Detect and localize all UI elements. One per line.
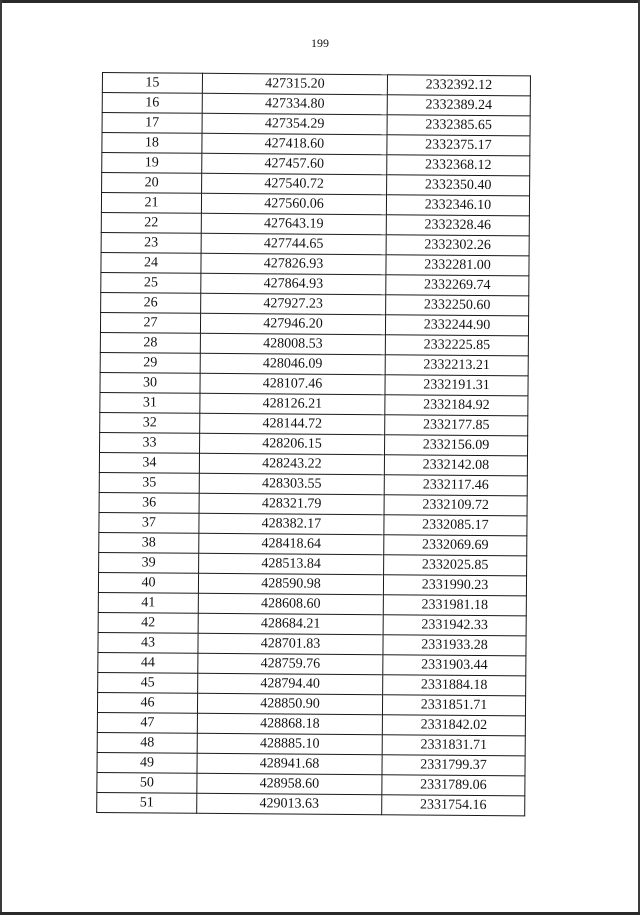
y-coordinate-cell: 2332085.17 xyxy=(384,515,527,536)
point-number-cell: 18 xyxy=(102,133,202,154)
y-coordinate-cell: 2332156.09 xyxy=(385,435,528,456)
x-coordinate-cell: 427744.65 xyxy=(201,233,386,254)
x-coordinate-cell: 428243.22 xyxy=(199,453,384,474)
x-coordinate-cell: 427540.72 xyxy=(202,173,387,194)
point-number-cell: 36 xyxy=(99,492,199,513)
point-number-cell: 37 xyxy=(99,512,199,533)
coordinate-table xyxy=(96,72,531,816)
x-coordinate-cell: 428382.17 xyxy=(199,513,384,534)
y-coordinate-cell: 2332250.60 xyxy=(386,295,529,316)
y-coordinate-cell: 2332225.85 xyxy=(385,335,528,356)
y-coordinate-cell: 2332117.46 xyxy=(384,475,527,496)
point-number-cell: 50 xyxy=(97,772,197,793)
point-number-cell: 43 xyxy=(98,632,198,653)
y-coordinate-cell: 2332385.65 xyxy=(387,115,530,136)
y-coordinate-cell: 2332269.74 xyxy=(386,275,529,296)
y-coordinate-cell: 2332302.26 xyxy=(386,235,529,256)
y-coordinate-cell: 2331799.37 xyxy=(382,755,525,776)
y-coordinate-cell: 2332142.08 xyxy=(384,455,527,476)
y-coordinate-cell: 2331842.02 xyxy=(382,715,525,736)
point-number-cell: 17 xyxy=(102,113,202,134)
point-number-cell: 21 xyxy=(101,193,201,214)
x-coordinate-cell: 428206.15 xyxy=(200,433,385,454)
x-coordinate-cell: 428701.83 xyxy=(198,633,383,654)
x-coordinate-cell: 428418.64 xyxy=(199,533,384,554)
x-coordinate-cell: 428850.90 xyxy=(197,693,382,714)
point-number-cell: 20 xyxy=(102,173,202,194)
point-number-cell: 22 xyxy=(101,212,201,233)
point-number-cell: 45 xyxy=(98,672,198,693)
point-number-cell: 49 xyxy=(97,752,197,773)
y-coordinate-cell: 2332191.31 xyxy=(385,375,528,396)
x-coordinate-cell: 427457.60 xyxy=(202,153,387,174)
x-coordinate-cell: 428126.21 xyxy=(200,393,385,414)
y-coordinate-cell: 2332213.21 xyxy=(385,355,528,376)
point-number-cell: 33 xyxy=(100,432,200,453)
point-number-cell: 27 xyxy=(100,312,200,333)
x-coordinate-cell: 427334.80 xyxy=(202,93,387,114)
point-number-cell: 51 xyxy=(97,792,197,813)
y-coordinate-cell: 2331831.71 xyxy=(382,735,525,756)
x-coordinate-cell: 427864.93 xyxy=(201,273,386,294)
y-coordinate-cell: 2332328.46 xyxy=(386,215,529,236)
x-coordinate-cell: 428144.72 xyxy=(200,413,385,434)
x-coordinate-cell: 427927.23 xyxy=(201,293,386,314)
x-coordinate-cell: 428513.84 xyxy=(199,553,384,574)
y-coordinate-cell: 2331754.16 xyxy=(382,795,525,816)
x-coordinate-cell: 428958.60 xyxy=(197,773,382,794)
point-number-cell: 46 xyxy=(97,692,197,713)
coordinate-table-body xyxy=(97,73,531,816)
x-coordinate-cell: 427643.19 xyxy=(201,213,386,234)
point-number-cell: 29 xyxy=(100,352,200,373)
point-number-cell: 48 xyxy=(97,732,197,753)
x-coordinate-cell: 428303.55 xyxy=(199,473,384,494)
point-number-cell: 44 xyxy=(98,652,198,673)
y-coordinate-cell: 2332281.00 xyxy=(386,255,529,276)
point-number-cell: 19 xyxy=(102,153,202,174)
y-coordinate-cell: 2332025.85 xyxy=(384,555,527,576)
y-coordinate-cell: 2332184.92 xyxy=(385,395,528,416)
y-coordinate-cell: 2332177.85 xyxy=(385,415,528,436)
x-coordinate-cell: 428321.79 xyxy=(199,493,384,514)
y-coordinate-cell: 2332392.12 xyxy=(387,75,530,96)
y-coordinate-cell: 2332346.10 xyxy=(386,195,529,216)
x-coordinate-cell: 428008.53 xyxy=(200,333,385,354)
x-coordinate-cell: 428608.60 xyxy=(198,593,383,614)
point-number-cell: 24 xyxy=(101,252,201,273)
point-number-cell: 38 xyxy=(99,532,199,553)
point-number-cell: 39 xyxy=(99,552,199,573)
x-coordinate-cell: 428759.76 xyxy=(198,653,383,674)
y-coordinate-cell: 2331981.18 xyxy=(383,595,526,616)
y-coordinate-cell: 2331942.33 xyxy=(383,615,526,636)
y-coordinate-cell: 2332350.40 xyxy=(387,175,530,196)
x-coordinate-cell: 428868.18 xyxy=(197,713,382,734)
page-number: 199 xyxy=(311,36,329,50)
table-row xyxy=(97,792,525,815)
point-number-cell: 35 xyxy=(99,472,199,493)
point-number-cell: 30 xyxy=(100,372,200,393)
x-coordinate-cell: 428107.46 xyxy=(200,373,385,394)
point-number-cell: 47 xyxy=(97,712,197,733)
y-coordinate-cell: 2332368.12 xyxy=(387,155,530,176)
point-number-cell: 15 xyxy=(102,73,202,94)
point-number-cell: 40 xyxy=(98,572,198,593)
point-number-cell: 26 xyxy=(101,292,201,313)
x-coordinate-cell: 428794.40 xyxy=(198,673,383,694)
x-coordinate-cell: 428046.09 xyxy=(200,353,385,374)
y-coordinate-cell: 2331789.06 xyxy=(382,775,525,796)
y-coordinate-cell: 2332375.17 xyxy=(387,135,530,156)
scan-border-top xyxy=(0,0,640,3)
y-coordinate-cell: 2332069.69 xyxy=(384,535,527,556)
x-coordinate-cell: 428590.98 xyxy=(198,573,383,594)
point-number-cell: 16 xyxy=(102,93,202,114)
point-number-cell: 41 xyxy=(98,592,198,613)
y-coordinate-cell: 2331933.28 xyxy=(383,635,526,656)
point-number-cell: 25 xyxy=(101,272,201,293)
x-coordinate-cell: 427354.29 xyxy=(202,113,387,134)
scan-border-left xyxy=(0,0,2,915)
y-coordinate-cell: 2332389.24 xyxy=(387,95,530,116)
point-number-cell: 31 xyxy=(100,392,200,413)
y-coordinate-cell: 2332244.90 xyxy=(385,315,528,336)
point-number-cell: 28 xyxy=(100,332,200,353)
y-coordinate-cell: 2332109.72 xyxy=(384,495,527,516)
x-coordinate-cell: 427826.93 xyxy=(201,253,386,274)
x-coordinate-cell: 427946.20 xyxy=(200,313,385,334)
x-coordinate-cell: 428941.68 xyxy=(197,753,382,774)
point-number-cell: 23 xyxy=(101,232,201,253)
y-coordinate-cell: 2331884.18 xyxy=(383,675,526,696)
x-coordinate-cell: 427315.20 xyxy=(202,73,387,94)
x-coordinate-cell: 428885.10 xyxy=(197,733,382,754)
point-number-cell: 34 xyxy=(99,452,199,473)
x-coordinate-cell: 428684.21 xyxy=(198,613,383,634)
x-coordinate-cell: 427560.06 xyxy=(201,193,386,214)
point-number-cell: 42 xyxy=(98,612,198,633)
x-coordinate-cell: 427418.60 xyxy=(202,133,387,154)
x-coordinate-cell: 429013.63 xyxy=(197,793,382,814)
y-coordinate-cell: 2331851.71 xyxy=(382,695,525,716)
y-coordinate-cell: 2331990.23 xyxy=(383,575,526,596)
y-coordinate-cell: 2331903.44 xyxy=(383,655,526,676)
point-number-cell: 32 xyxy=(100,412,200,433)
